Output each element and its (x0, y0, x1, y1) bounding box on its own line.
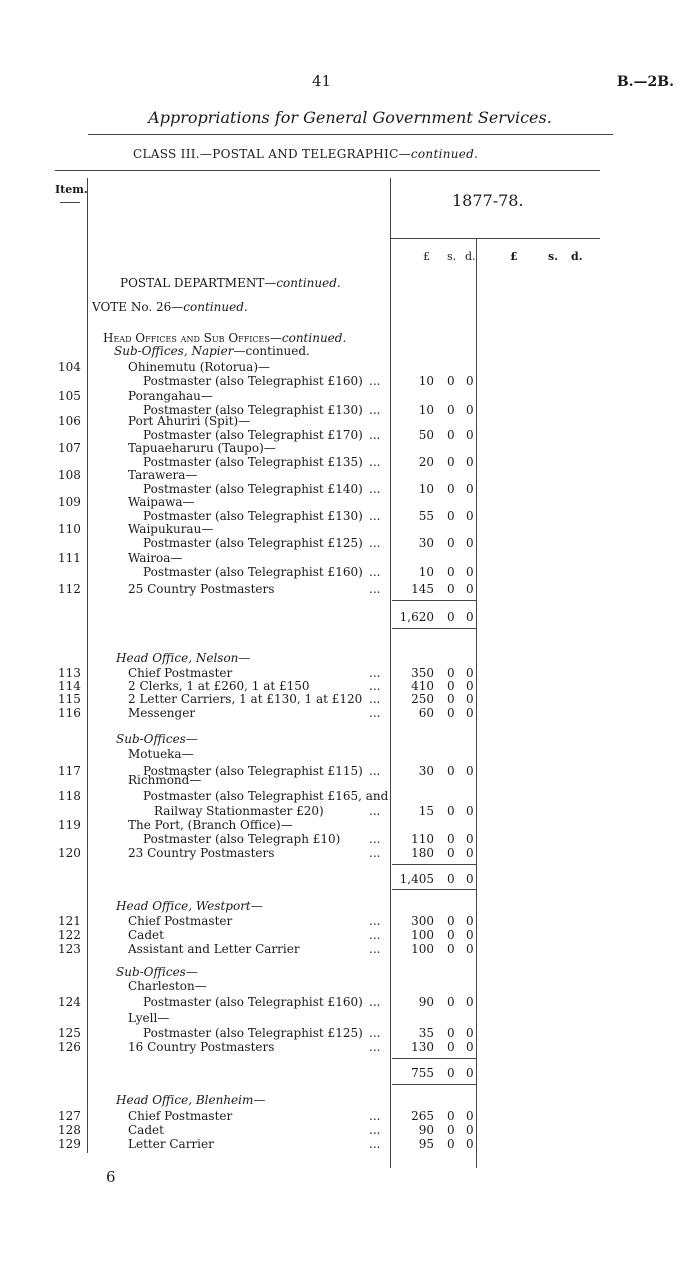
richmond-place: Richmond— (128, 773, 202, 787)
amount-pence: 0 (466, 1109, 474, 1123)
leader-dots: ... (369, 509, 381, 523)
amount-pence: 0 (466, 509, 474, 523)
leader-dots: ... (369, 482, 381, 496)
pound-sign-right: £ (510, 250, 518, 263)
amount-shillings: 0 (447, 804, 455, 818)
amount-pounds: 55 (418, 509, 434, 523)
year-header: 1877-78. (452, 191, 524, 210)
amount-shillings: 0 (447, 995, 455, 1009)
entry-desc: 23 Country Postmasters (128, 846, 275, 860)
leader-dots: ... (369, 804, 381, 818)
amount-pence: 0 (466, 565, 474, 579)
entry-desc: Assistant and Letter Carrier (128, 942, 300, 956)
item-number: 115 (58, 692, 81, 706)
amount-shillings: 0 (447, 536, 455, 550)
entry-desc: Chief Postmaster (128, 914, 233, 928)
amount-pounds: 10 (418, 374, 434, 388)
entry-desc: Cadet (128, 928, 164, 942)
item-number: 122 (58, 928, 81, 942)
amount-pounds: 250 (411, 692, 434, 706)
item-number: 119 (58, 818, 81, 832)
amount-pounds: 90 (418, 995, 434, 1009)
item-number: 111 (58, 551, 81, 565)
amount-pence: 0 (466, 679, 474, 693)
item-number: 128 (58, 1123, 81, 1137)
westport-heading: Head Office, Westport— (116, 899, 263, 913)
pence-sign-right: d. (571, 250, 583, 263)
amount-pounds: 130 (411, 1040, 434, 1054)
item-number: 116 (58, 706, 81, 720)
table-top-rule (55, 170, 600, 171)
item-number: 126 (58, 1040, 81, 1054)
amount-pence: 0 (466, 1040, 474, 1054)
page-number: 41 (312, 72, 332, 90)
amount-pounds: 30 (418, 536, 434, 550)
item-number: 109 (58, 495, 81, 509)
place-name: Port Ahuriri (Spit)— (128, 414, 251, 428)
item-number: 117 (58, 764, 81, 778)
leader-dots: ... (369, 374, 381, 388)
leader-dots: ... (369, 582, 381, 596)
nelson-sub-heading: Sub-Offices— (116, 732, 198, 746)
lyell-place: Lyell— (128, 1011, 170, 1025)
amount-pounds: 100 (411, 942, 434, 956)
leader-dots: ... (369, 666, 381, 680)
amount-pounds: 350 (411, 666, 434, 680)
item-column-header: Item. (55, 183, 88, 196)
amount-shillings: 0 (447, 1137, 455, 1151)
amount-pounds: 15 (418, 804, 434, 818)
amount-shillings: 0 (447, 565, 455, 579)
amount-shillings: 0 (447, 1026, 455, 1040)
entry-desc: Postmaster (also Telegraph £10) (143, 832, 341, 846)
leader-dots: ... (369, 403, 381, 417)
entry-desc: Postmaster (also Telegraphist £160) (143, 995, 363, 1009)
amount-shillings: 0 (447, 706, 455, 720)
entry-desc: Chief Postmaster (128, 666, 233, 680)
blenheim-heading: Head Office, Blenheim— (116, 1093, 266, 1107)
leader-dots: ... (369, 692, 381, 706)
place-name: Tapuaeharuru (Taupo)— (128, 441, 276, 455)
year-rule (390, 238, 600, 239)
entry-desc: Postmaster (also Telegraphist £140) (143, 482, 363, 496)
amount-pounds: 50 (418, 428, 434, 442)
amount-column-divider (390, 178, 391, 1168)
subtotal-pence: 0 (466, 872, 474, 886)
amount-pence: 0 (466, 455, 474, 469)
subtotal-rule (392, 1058, 476, 1059)
item-number: 124 (58, 995, 81, 1009)
leader-dots: ... (369, 536, 381, 550)
shilling-sign-right: s. (548, 250, 559, 263)
amount-pounds: 95 (418, 1137, 434, 1151)
amount-pence: 0 (466, 706, 474, 720)
leader-dots: ... (369, 1137, 381, 1151)
entry-desc: Postmaster (also Telegraphist £125) (143, 536, 363, 550)
item-number: 105 (58, 389, 81, 403)
entry-desc: Postmaster (also Telegraphist £160) (143, 565, 363, 579)
vote-heading: VOTE No. 26—continued. (92, 300, 248, 314)
amount-pounds: 410 (411, 679, 434, 693)
amount-pence: 0 (466, 582, 474, 596)
place-name: Waipukurau— (128, 522, 214, 536)
motueka-place: Motueka— (128, 747, 194, 761)
leader-dots: ... (369, 679, 381, 693)
amount-pence: 0 (466, 1137, 474, 1151)
subtotal-rule-bottom (392, 889, 476, 890)
leader-dots: ... (369, 764, 381, 778)
item-header-underline (60, 202, 80, 203)
entry-desc: Chief Postmaster (128, 1109, 233, 1123)
entry-desc: Postmaster (also Telegraphist £130) (143, 509, 363, 523)
leader-dots: ... (369, 428, 381, 442)
amount-shillings: 0 (447, 692, 455, 706)
pound-sign-left: £ (423, 250, 430, 263)
napier-subheading: Sub-Offices, Napier—continued. (114, 344, 310, 358)
amount-shillings: 0 (447, 679, 455, 693)
amount-pence: 0 (466, 846, 474, 860)
subtotal-pence: 0 (466, 610, 474, 624)
amount-pounds: 30 (418, 764, 434, 778)
leader-dots: ... (369, 565, 381, 579)
item-number: 118 (58, 789, 81, 803)
entry-desc: Cadet (128, 1123, 164, 1137)
place-name: Wairoa— (128, 551, 183, 565)
amount-pence: 0 (466, 428, 474, 442)
amount-pounds: 265 (411, 1109, 434, 1123)
leader-dots: ... (369, 832, 381, 846)
entry-desc: Postmaster (also Telegraphist £135) (143, 455, 363, 469)
amount-pence: 0 (466, 403, 474, 417)
westport-sub-heading: Sub-Offices— (116, 965, 198, 979)
entry-desc: Messenger (128, 706, 196, 720)
charleston-place: Charleston— (128, 979, 207, 993)
item-number: 108 (58, 468, 81, 482)
subtotal-rule (392, 600, 476, 601)
entry-desc: Postmaster (also Telegraphist £130) (143, 403, 363, 417)
class-heading: CLASS III.—POSTAL AND TELEGRAPHIC—continued. (133, 147, 479, 161)
amount-pounds: 10 (418, 565, 434, 579)
leader-dots: ... (369, 914, 381, 928)
nelson-heading: Head Office, Nelson— (116, 651, 251, 665)
pence-sign-left: d. (465, 250, 476, 263)
amount-pounds: 10 (418, 482, 434, 496)
subtotal-shillings: 0 (447, 872, 455, 886)
entry-desc: 2 Clerks, 1 at £260, 1 at £150 (128, 679, 310, 693)
amount-pounds: 110 (411, 832, 434, 846)
amount-shillings: 0 (447, 846, 455, 860)
shilling-sign-left: s. (447, 250, 457, 263)
item-column-divider (87, 178, 88, 1153)
amount-pence: 0 (466, 1123, 474, 1137)
year-column-divider (476, 238, 477, 1168)
department-heading: POSTAL DEPARTMENT—continued. (120, 276, 341, 290)
item-number: 114 (58, 679, 81, 693)
subtotal-shillings: 0 (447, 1066, 455, 1080)
amount-shillings: 0 (447, 482, 455, 496)
amount-pounds: 10 (418, 403, 434, 417)
subtotal-pounds: 755 (411, 1066, 434, 1080)
leader-dots: ... (369, 455, 381, 469)
leader-dots: ... (369, 1123, 381, 1137)
amount-pence: 0 (466, 764, 474, 778)
amount-shillings: 0 (447, 928, 455, 942)
amount-shillings: 0 (447, 942, 455, 956)
place-name: Porangahau— (128, 389, 213, 403)
subtotal-shillings: 0 (447, 610, 455, 624)
item-number: 125 (58, 1026, 81, 1040)
item-number: 121 (58, 914, 81, 928)
entry-desc: 2 Letter Carriers, 1 at £130, 1 at £120 (128, 692, 363, 706)
subtotal-pence: 0 (466, 1066, 474, 1080)
entry-desc: Postmaster (also Telegraphist £170) (143, 428, 363, 442)
amount-shillings: 0 (447, 374, 455, 388)
amount-shillings: 0 (447, 1109, 455, 1123)
amount-pence: 0 (466, 536, 474, 550)
item-number: 123 (58, 942, 81, 956)
item-number: 107 (58, 441, 81, 455)
amount-pounds: 145 (411, 582, 434, 596)
amount-pounds: 20 (418, 455, 434, 469)
document-reference: B.—2B. (616, 74, 674, 90)
amount-pence: 0 (466, 666, 474, 680)
subtotal-rule-bottom (392, 628, 476, 629)
leader-dots: ... (369, 706, 381, 720)
offices-heading: Head Offices and Sub Offices—continued. (103, 331, 347, 345)
leader-dots: ... (369, 942, 381, 956)
subtotal-pounds: 1,405 (399, 872, 434, 886)
leader-dots: ... (369, 995, 381, 1009)
amount-pence: 0 (466, 832, 474, 846)
amount-shillings: 0 (447, 455, 455, 469)
signature-mark: 6 (106, 1168, 116, 1186)
entry-desc: Postmaster (also Telegraphist £165, and (143, 789, 389, 803)
entry-desc-continued: Railway Stationmaster £20) (154, 804, 324, 818)
item-number: 113 (58, 666, 81, 680)
amount-shillings: 0 (447, 666, 455, 680)
leader-dots: ... (369, 846, 381, 860)
amount-pounds: 100 (411, 928, 434, 942)
item-number: 120 (58, 846, 81, 860)
port-place: The Port, (Branch Office)— (128, 818, 293, 832)
place-name: Tarawera— (128, 468, 198, 482)
place-name: Ohinemutu (Rotorua)— (128, 360, 270, 374)
amount-shillings: 0 (447, 1040, 455, 1054)
leader-dots: ... (369, 1109, 381, 1123)
amount-shillings: 0 (447, 582, 455, 596)
entry-desc: Postmaster (also Telegraphist £160) (143, 374, 363, 388)
amount-shillings: 0 (447, 832, 455, 846)
amount-shillings: 0 (447, 914, 455, 928)
subtotal-rule (392, 864, 476, 865)
amount-pounds: 90 (418, 1123, 434, 1137)
item-number: 104 (58, 360, 81, 374)
amount-pence: 0 (466, 914, 474, 928)
item-number: 112 (58, 582, 81, 596)
leader-dots: ... (369, 928, 381, 942)
leader-dots: ... (369, 1026, 381, 1040)
amount-pence: 0 (466, 928, 474, 942)
amount-pence: 0 (466, 804, 474, 818)
title-rule (88, 134, 613, 135)
item-number: 106 (58, 414, 81, 428)
entry-desc: Letter Carrier (128, 1137, 214, 1151)
amount-pence: 0 (466, 482, 474, 496)
item-number: 129 (58, 1137, 81, 1151)
entry-desc: Postmaster (also Telegraphist £115) (143, 764, 363, 778)
amount-pence: 0 (466, 374, 474, 388)
amount-shillings: 0 (447, 509, 455, 523)
entry-desc: Postmaster (also Telegraphist £125) (143, 1026, 363, 1040)
leader-dots: ... (369, 1040, 381, 1054)
amount-shillings: 0 (447, 1123, 455, 1137)
amount-pence: 0 (466, 1026, 474, 1040)
amount-pounds: 180 (411, 846, 434, 860)
item-number: 127 (58, 1109, 81, 1123)
entry-desc: 16 Country Postmasters (128, 1040, 275, 1054)
amount-pounds: 300 (411, 914, 434, 928)
amount-shillings: 0 (447, 428, 455, 442)
amount-pounds: 35 (418, 1026, 434, 1040)
amount-shillings: 0 (447, 764, 455, 778)
page-title: Appropriations for General Government Services. (148, 108, 552, 127)
amount-pounds: 60 (418, 706, 434, 720)
amount-pence: 0 (466, 942, 474, 956)
amount-pence: 0 (466, 692, 474, 706)
entry-desc: 25 Country Postmasters (128, 582, 275, 596)
amount-pence: 0 (466, 995, 474, 1009)
item-number: 110 (58, 522, 81, 536)
subtotal-rule-bottom (392, 1084, 476, 1085)
place-name: Waipawa— (128, 495, 195, 509)
subtotal-pounds: 1,620 (399, 610, 434, 624)
amount-shillings: 0 (447, 403, 455, 417)
